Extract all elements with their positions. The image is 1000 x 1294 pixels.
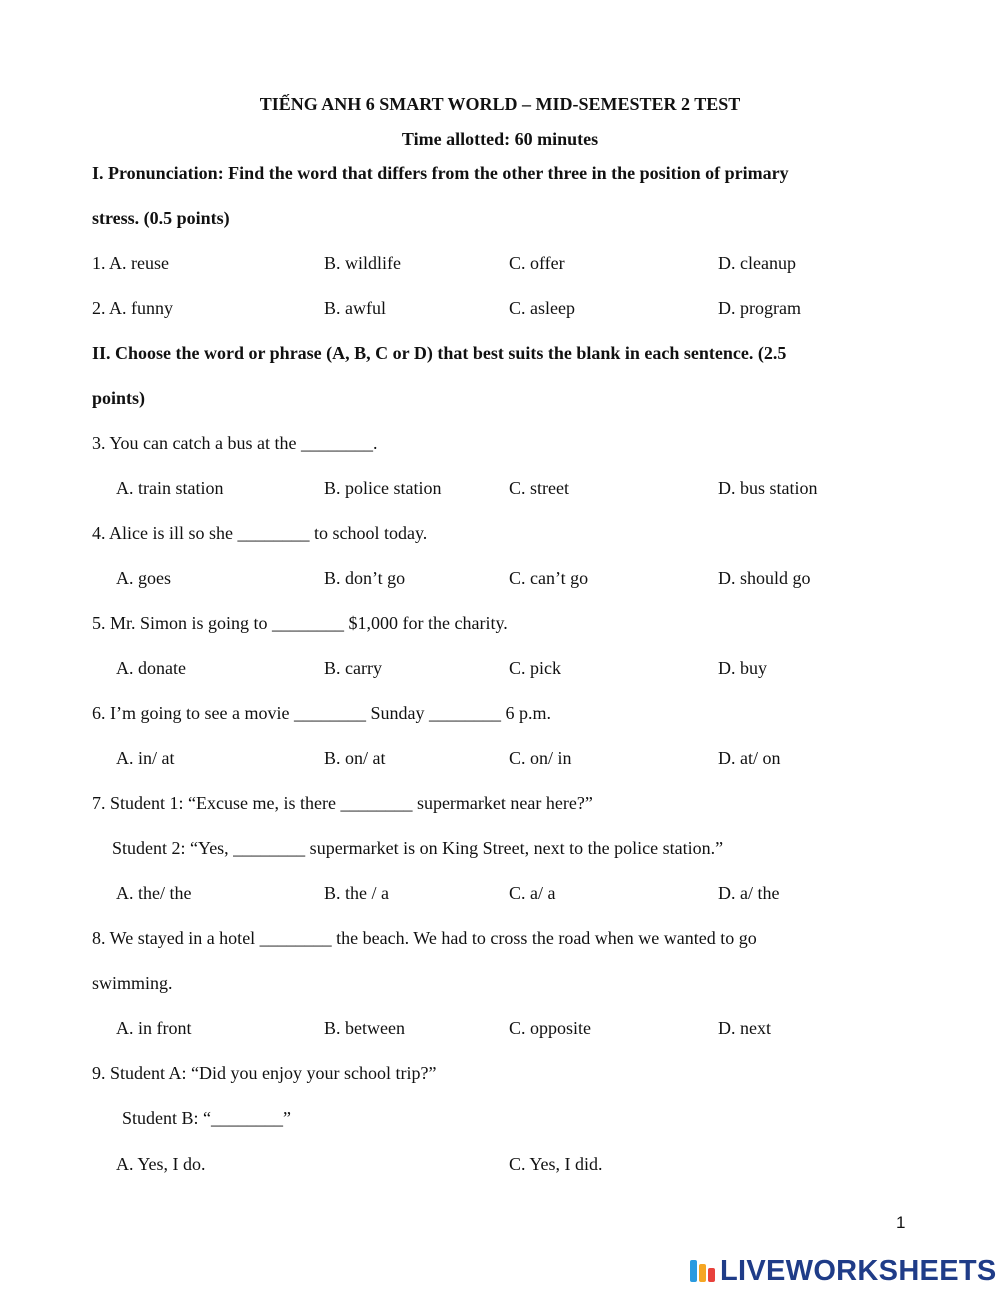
- q5-option-a: A. donate: [116, 658, 186, 678]
- q7-option-b: B. the / a: [324, 883, 389, 903]
- q2-option-d: D. program: [718, 298, 801, 318]
- q6-option-a: A. in/ at: [116, 748, 175, 768]
- q4-stem: 4. Alice is ill so she ________ to school today.: [92, 523, 428, 543]
- q3-stem: 3. You can catch a bus at the ________.: [92, 433, 378, 453]
- q8-option-d: D. next: [718, 1018, 771, 1038]
- q4-option-a: A. goes: [116, 568, 171, 588]
- q1-option-c: C. offer: [509, 253, 565, 273]
- q6-option-c: C. on/ in: [509, 748, 572, 768]
- q5-stem: 5. Mr. Simon is going to ________ $1,000 for the charity.: [92, 613, 508, 633]
- q9-option-c: C. Yes, I did.: [509, 1154, 603, 1174]
- q4-option-d: D. should go: [718, 568, 811, 588]
- q2-option-c: C. asleep: [509, 298, 575, 318]
- q2-option-a: 2. A. funny: [92, 298, 173, 318]
- q5-option-d: D. buy: [718, 658, 767, 678]
- q7-stem-line2: Student 2: “Yes, ________ supermarket is on King Street, next to the police station.”: [112, 838, 724, 858]
- q3-option-a: A. train station: [116, 478, 224, 498]
- q1-option-d: D. cleanup: [718, 253, 796, 273]
- q1-option-b: B. wildlife: [324, 253, 401, 273]
- q4-option-b: B. don’t go: [324, 568, 406, 588]
- q5-option-b: B. carry: [324, 658, 382, 678]
- q5-option-c: C. pick: [509, 658, 561, 678]
- page-title: TIẾNG ANH 6 SMART WORLD – MID-SEMESTER 2 TEST: [259, 94, 741, 114]
- q9-option-a: A. Yes, I do.: [116, 1154, 206, 1174]
- q9-stem-line1: 9. Student A: “Did you enjoy your school trip?”: [92, 1063, 437, 1083]
- q3-option-b: B. police station: [324, 478, 442, 498]
- section-2-heading: II. Choose the word or phrase (A, B, C or D) that best suits the blank in each sentence. (2.5: [92, 343, 787, 363]
- q3-option-c: C. street: [509, 478, 569, 498]
- q6-stem: 6. I’m going to see a movie ________ Sunday ________ 6 p.m.: [92, 703, 551, 723]
- time-allotted: Time allotted: 60 minutes: [401, 129, 599, 149]
- q6-option-d: D. at/ on: [718, 748, 781, 768]
- q7-option-c: C. a/ a: [509, 883, 556, 903]
- section-1-heading: I. Pronunciation: Find the word that differs from the other three in the position of primary: [92, 163, 789, 183]
- q8-option-b: B. between: [324, 1018, 405, 1038]
- q7-stem-line1: 7. Student 1: “Excuse me, is there ________ supermarket near here?”: [92, 793, 593, 813]
- q8-stem-line2: swimming.: [92, 973, 173, 993]
- q6-option-b: B. on/ at: [324, 748, 386, 768]
- q1-option-a: 1. A. reuse: [92, 253, 169, 273]
- q2-option-b: B. awful: [324, 298, 386, 318]
- q8-option-a: A. in front: [116, 1018, 192, 1038]
- liveworksheets-logo[interactable]: [690, 1254, 997, 1288]
- q7-option-d: D. a/ the: [718, 883, 780, 903]
- page-number: 1: [896, 1213, 906, 1232]
- section-2-heading-cont: points): [92, 388, 146, 408]
- q7-option-a: A. the/ the: [116, 883, 192, 903]
- q4-option-c: C. can’t go: [509, 568, 589, 588]
- q8-stem-line1: 8. We stayed in a hotel ________ the beach. We had to cross the road when we wanted to go: [92, 928, 757, 948]
- q8-option-c: C. opposite: [509, 1018, 592, 1038]
- liveworksheets-logo-icon: [690, 1258, 716, 1284]
- q9-stem-line2: Student B: “________”: [122, 1108, 291, 1128]
- q3-option-d: D. bus station: [718, 478, 818, 498]
- liveworksheets-logo-text: LIVEWORKSHEETS: [720, 1254, 997, 1287]
- section-1-heading-cont: stress. (0.5 points): [92, 208, 230, 228]
